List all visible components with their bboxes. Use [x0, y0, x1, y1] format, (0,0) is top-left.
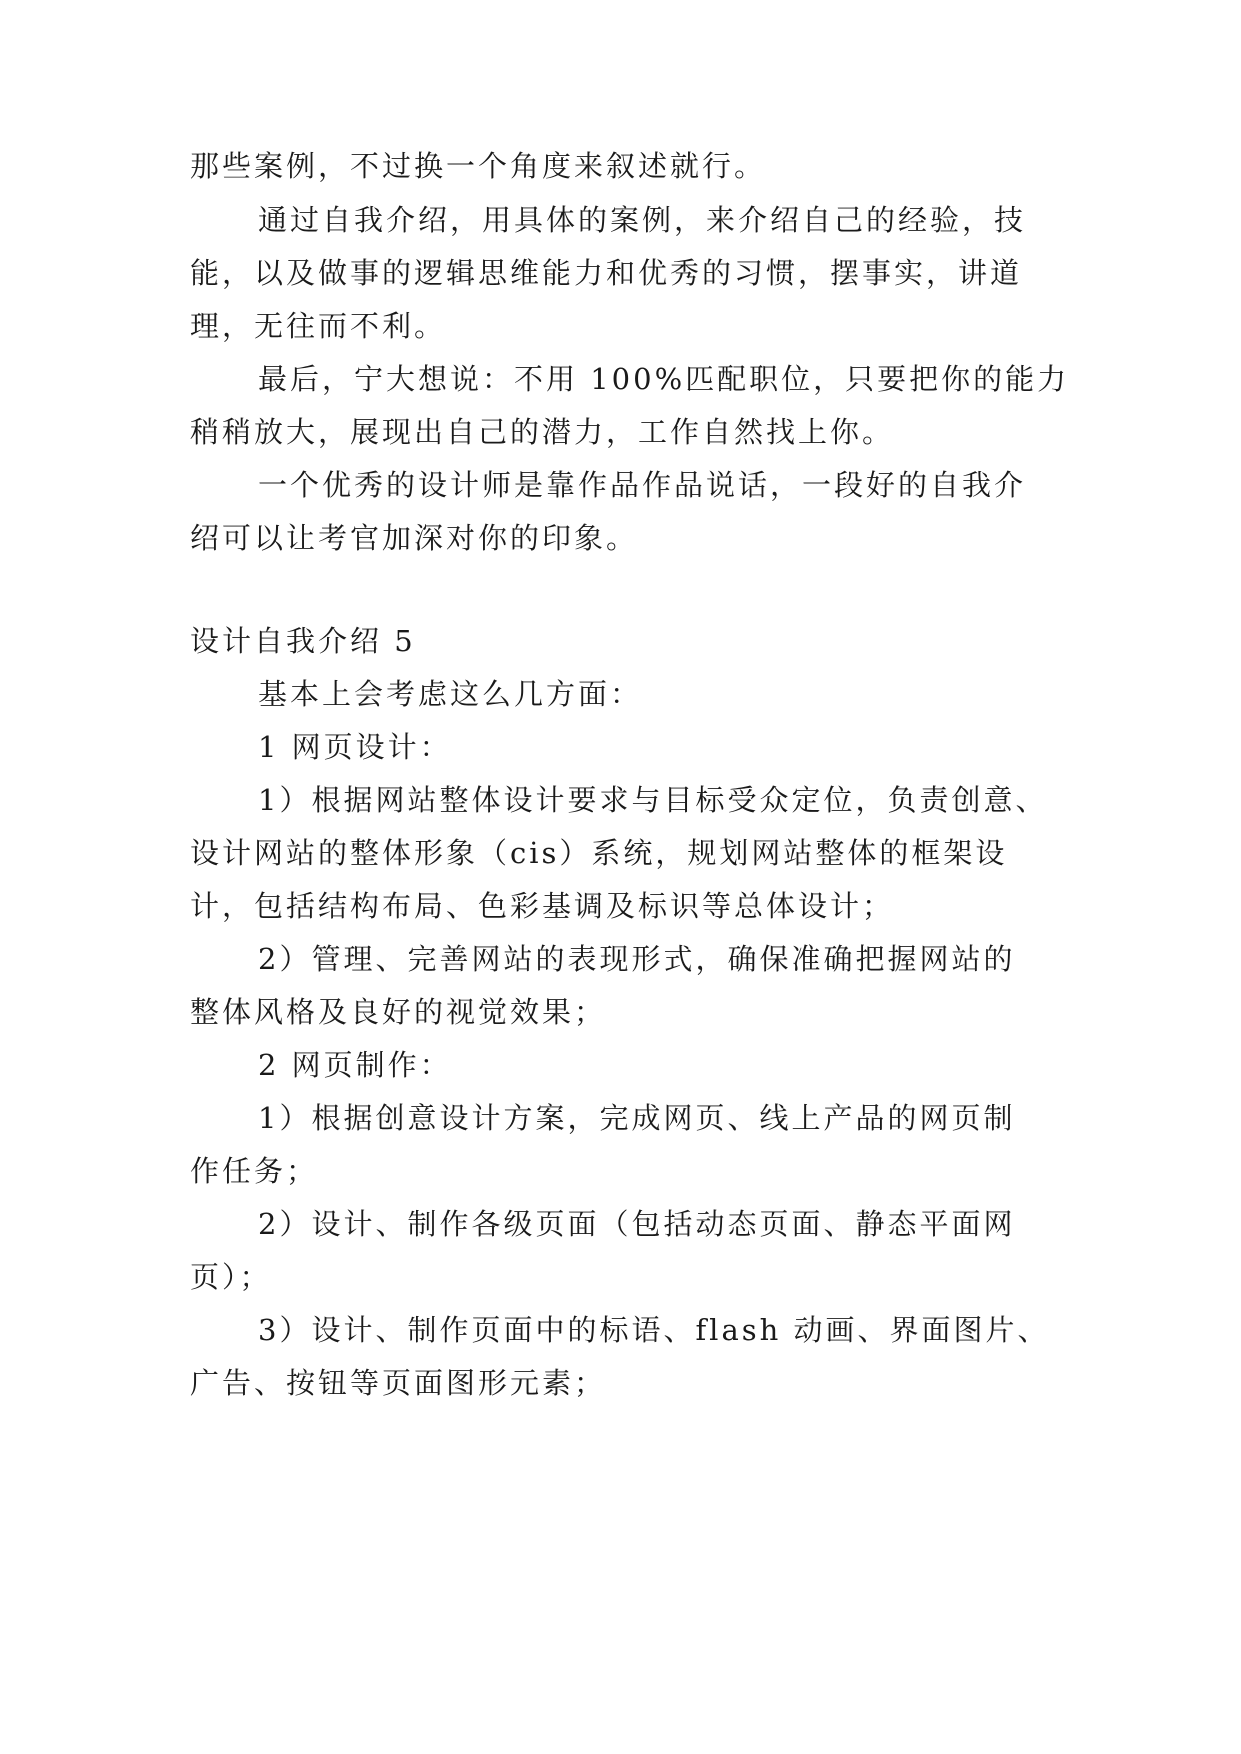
text-line: 作任务； [190, 1154, 319, 1188]
paragraph-first-line: 基本上会考虑这么几方面： [258, 677, 643, 711]
list-heading: 2 网页制作： [258, 1048, 452, 1082]
paragraph-first-line: 通过自我介绍，用具体的案例，来介绍自己的经验，技 [258, 203, 1027, 237]
section-heading: 设计自我介绍 5 [190, 624, 416, 658]
list-item: 3）设计、制作页面中的标语、flash 动画、界面图片、 [258, 1313, 1050, 1347]
text-line: 稍稍放大，展现出自己的潜力，工作自然找上你。 [190, 415, 895, 449]
text-line: 计，包括结构布局、色彩基调及标识等总体设计； [190, 889, 895, 923]
text-line: 广告、按钮等页面图形元素； [190, 1366, 607, 1400]
list-item: 2）设计、制作各级页面（包括动态页面、静态平面网 [258, 1207, 1016, 1241]
list-item: 1）根据网站整体设计要求与目标受众定位，负责创意、 [258, 783, 1048, 817]
text-line: 理，无往而不利。 [190, 309, 447, 343]
paragraph-first-line: 一个优秀的设计师是靠作品作品说话，一段好的自我介 [258, 468, 1027, 502]
list-heading: 1 网页设计： [258, 730, 452, 764]
paragraph-first-line: 最后，宁大想说：不用 100%匹配职位，只要把你的能力 [258, 362, 1070, 396]
text-line: 设计网站的整体形象（cis）系统，规划网站整体的框架设 [190, 836, 1008, 870]
text-line: 能，以及做事的逻辑思维能力和优秀的习惯，摆事实，讲道 [190, 256, 1023, 290]
text-line: 那些案例，不过换一个角度来叙述就行。 [190, 149, 767, 183]
text-line: 页）； [190, 1260, 272, 1294]
list-item: 2）管理、完善网站的表现形式，确保准确把握网站的 [258, 942, 1016, 976]
text-line: 整体风格及良好的视觉效果； [190, 995, 607, 1029]
list-item: 1）根据创意设计方案，完成网页、线上产品的网页制 [258, 1101, 1016, 1135]
text-line: 绍可以让考官加深对你的印象。 [190, 521, 639, 555]
